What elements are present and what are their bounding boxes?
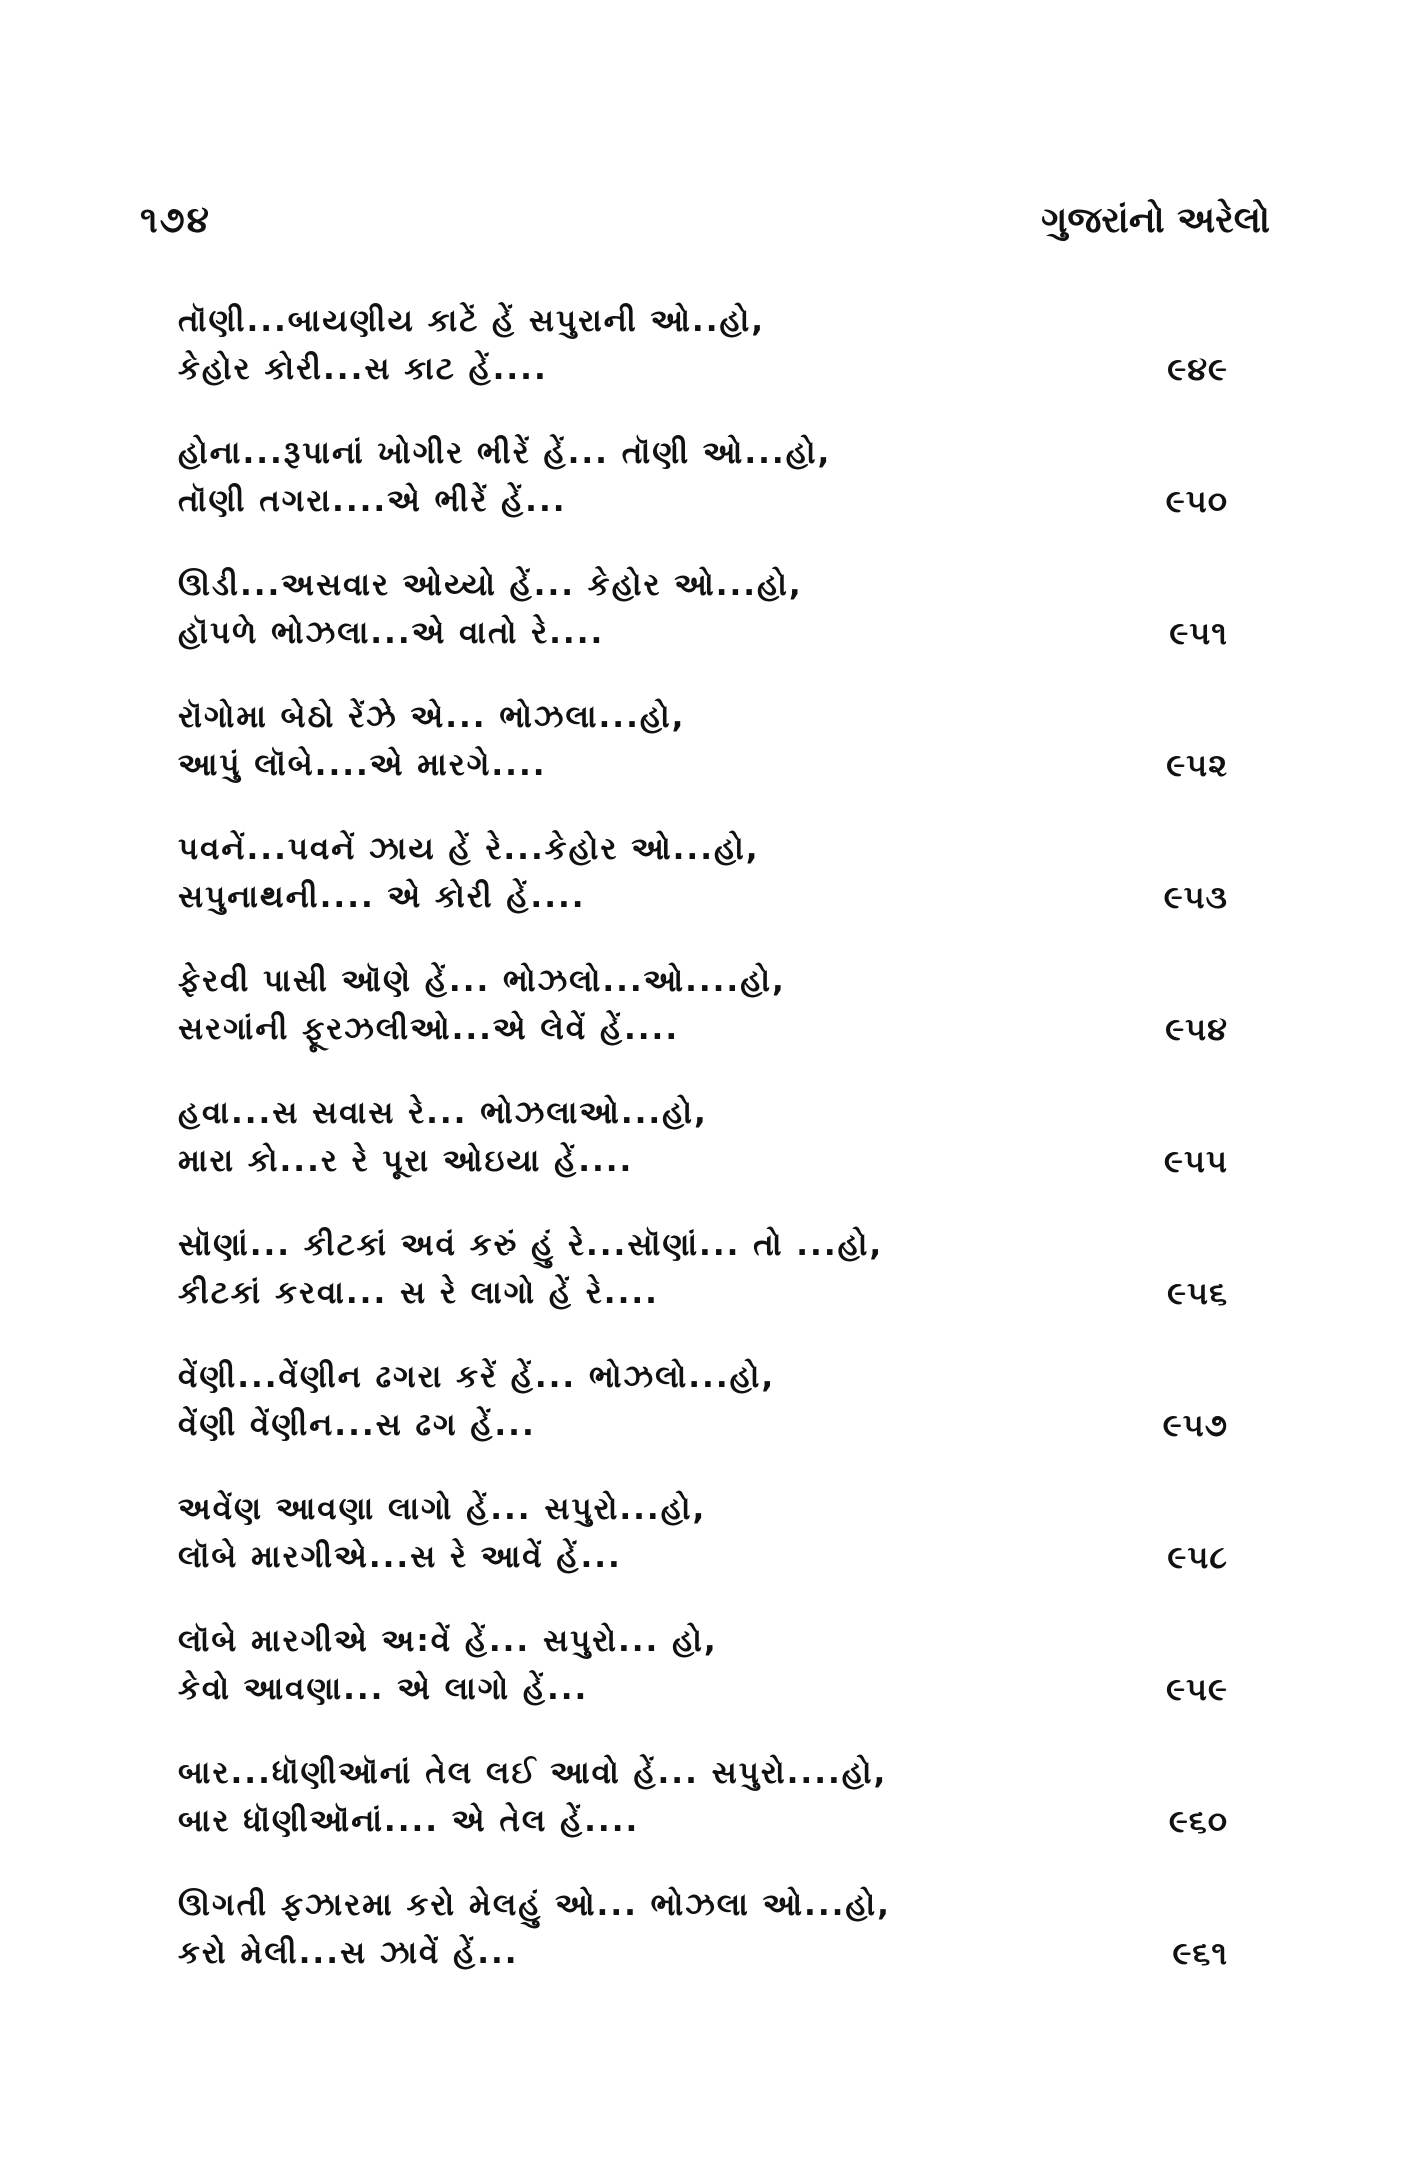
verse-stanza	[178, 1617, 1228, 1749]
verse-stanza	[178, 1353, 1228, 1485]
verse-line-1: સૉણાં... કીટકાં અવં કરું હું રે...સૉણાં... તો ...હો,	[178, 1227, 884, 1263]
verse-line-2: કેહોર કોરી...સ કાટ હેં....	[178, 351, 548, 387]
verse-stanza	[178, 693, 1228, 825]
verse-line-1: પવનેં...પવનેં ઝાય હેં રે...કેહોર ઓ...હો,	[178, 831, 760, 867]
verse-line-2: સપુનાથની.... એ કોરી હેં....	[178, 879, 586, 915]
verse-line-2: લૉબે મારગીએ...સ રે આવેં હેં...	[178, 1539, 622, 1575]
verse-line-1: રૉગોમા બેઠો રેંઝે એ... ભોઝલા...હો,	[178, 699, 686, 735]
verse-line-1: ફેરવી પાસી ઑણે હેં... ભોઝલો...ઓ....હો,	[178, 963, 786, 999]
verse-stanza	[178, 1881, 1228, 2013]
verse-line-1: લૉબે મારગીએ અ:વેં હેં... સપુરો... હો,	[178, 1623, 718, 1659]
page-header	[140, 200, 1270, 260]
verse-stanza	[178, 1749, 1228, 1881]
verse-line-2: વેંણી વેંણીન...સ ઢગ હેં...	[178, 1407, 536, 1443]
verse-line-2: કેવો આવણા... એ લાગો હેં...	[178, 1671, 589, 1707]
verse-line-2: આપું લૉબે....એ મારગે....	[178, 747, 547, 783]
verse-stanza	[178, 561, 1228, 693]
verse-line-2: કીટકાં કરવા... સ રે લાગો હેં રે....	[178, 1275, 659, 1311]
verse-number: ૯૫૫	[1164, 1142, 1228, 1180]
running-title: ગુજરાંનો અરેલો	[1041, 200, 1270, 241]
verse-line-1: તૉણી...બાયણીય કાટેં હેં સપુરાની ઓ..હો,	[178, 303, 766, 339]
verse-stanza	[178, 429, 1228, 561]
verse-number: ૯૫૧	[1169, 614, 1228, 652]
verse-line-1: હવા...સ સવાસ રે... ભોઝલાઓ...હો,	[178, 1095, 708, 1131]
verse-line-2: તૉણી તગરા....એ ભીરેં હેં...	[178, 483, 567, 519]
verse-line-1: હોના...રૂપાનાં ખોગીર ભીરેં હેં... તૉણી ઓ...હો,	[178, 435, 832, 471]
verse-line-2: મારા કો...ર રે પૂરા ઓઇયા હેં....	[178, 1143, 634, 1179]
verse-line-2: કરો મેલી...સ ઝાવેં હેં...	[178, 1935, 519, 1971]
verse-number: ૯૫૬	[1167, 1274, 1228, 1312]
verse-stanza	[178, 825, 1228, 957]
verse-number: ૯૫૩	[1163, 878, 1228, 916]
verse-number: ૯૫૦	[1165, 482, 1228, 520]
verse-stanza	[178, 957, 1228, 1089]
verse-line-1: અવેંણ આવણા લાગો હેં... સપુરો...હો,	[178, 1491, 707, 1527]
verse-number: ૯૫૯	[1166, 1670, 1228, 1708]
verse-stanza	[178, 1089, 1228, 1221]
verse-stanza	[178, 1485, 1228, 1617]
verse-line-2: બાર ધૉણીઑનાં.... એ તેલ હેં....	[178, 1803, 640, 1839]
verse-number: ૯૫૪	[1165, 1010, 1228, 1048]
verse-number: ૯૪૯	[1167, 350, 1228, 388]
verse-line-1: ઊડી...અસવાર ઓય્યો હેં... કેહોર ઓ...હો,	[178, 567, 803, 603]
verse-line-2: હૉપળે ભોઝલા...એ વાતો રે....	[178, 615, 605, 651]
verse-number: ૯૫૭	[1162, 1406, 1228, 1444]
verse-number: ૯૬૧	[1172, 1934, 1228, 1972]
verse-stanza	[178, 297, 1228, 429]
verse-line-1: ઊગતી ફઝારમા કરો મેલહું ઓ... ભોઝલા ઓ...હો,	[178, 1887, 891, 1923]
verse-number: ૯૫૮	[1167, 1538, 1228, 1576]
verse-number: ૯૫૨	[1166, 746, 1228, 784]
page-number: ૧૭૪	[140, 200, 211, 241]
verse-number: ૯૬૦	[1168, 1802, 1228, 1840]
verse-line-2: સરગાંની ફૂરઝલીઓ...એ લેવેં હેં....	[178, 1011, 680, 1047]
verse-line-1: વેંણી...વેંણીન ઢગરા કરેં હેં... ભોઝલો...હો,	[178, 1359, 776, 1395]
verse-line-1: બાર...ધૉણીઑનાં તેલ લઈ આવો હેં... સપુરો....હો,	[178, 1755, 888, 1791]
verse-list	[178, 297, 1228, 2013]
verse-stanza	[178, 1221, 1228, 1353]
